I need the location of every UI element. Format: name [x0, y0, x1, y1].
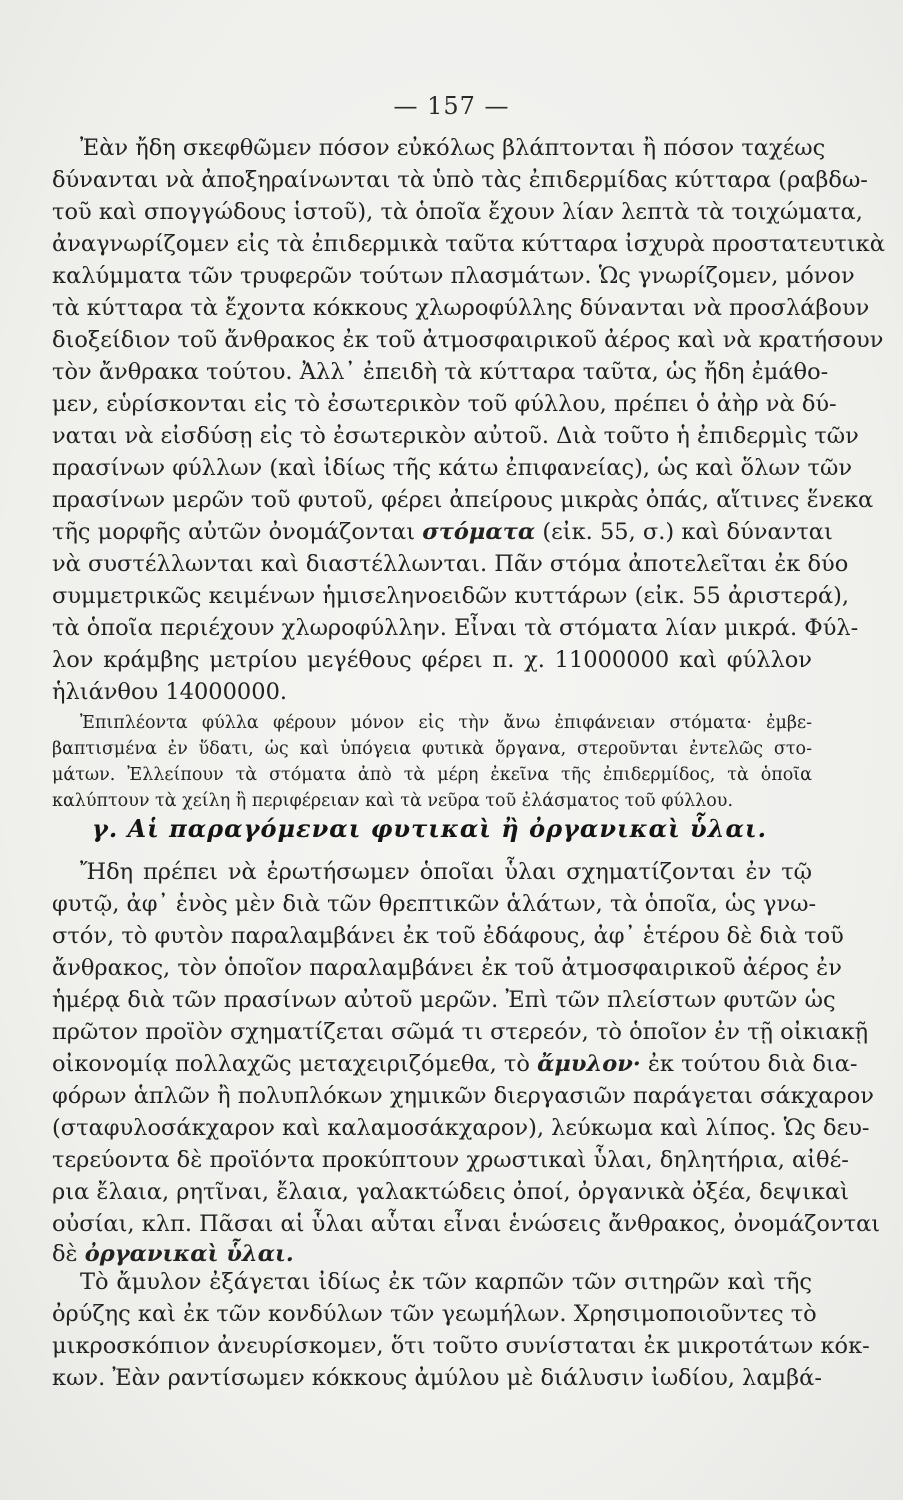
text-line: ρια ἔλαια, ρητῖναι, ἔλαια, γαλακτώδεις ὀποί, ὀργανικὰ ὀξέα, δεψικαὶ	[52, 1179, 849, 1205]
text-line: οὐσίαι, κλπ. Πᾶσαι αἱ ὗλαι αὗται εἶναι ἑνώσεις ἄνθρακος, ὀνομάζονται	[52, 1211, 881, 1237]
text-line: πρασίνων φύλλων (καὶ ἰδίως τῆς κάτω ἐπιφανείας), ὡς καὶ ὅλων τῶν	[52, 455, 853, 481]
text-line: ἄνθρακος, τὸν ὁποῖον παραλαμβάνει ἐκ τοῦ ἀτμοσφαιρικοῦ ἀέρος ἐν	[52, 955, 842, 981]
note-line: μάτων. Ἐλλείπουν τὰ στόματα ἀπὸ τὰ μέρη ἐκεῖνα τῆς ἐπιδερμίδος, τὰ ὁποῖα	[52, 765, 812, 785]
text-line: συμμετρικῶς κειμένων ἡμισεληνοειδῶν κυττάρων (εἰκ. 55 ἀριστερά),	[52, 583, 850, 609]
text-line: πρασίνων μερῶν τοῦ φυτοῦ, φέρει ἀπείρους μικρὰς ὀπάς, αἵτινες ἕνεκα	[52, 487, 874, 513]
text-line: μικροσκόπιον ἀνευρίσκομεν, ὅτι τοῦτο συνίσταται ἐκ μικροτάτων κόκ-	[52, 1333, 870, 1359]
text-line: πρῶτον προϊὸν σχηματίζεται σῶμά τι στερεόν, τὸ ὁποῖον ἐν τῇ οἰκιακῇ	[52, 1019, 869, 1045]
text-line: νὰ συστέλλωνται καὶ διαστέλλωνται. Πᾶν στόμα ἀποτελεῖται ἐκ δύο	[52, 551, 849, 577]
note-line: βαπτισμένα ἐν ὕδατι, ὡς καὶ ὑπόγεια φυτικὰ ὄργανα, στεροῦνται ἐντελῶς στο-	[52, 739, 812, 759]
text-line: ὀρύζης καὶ ἐκ τῶν κονδύλων τῶν γεωμήλων. Χρησιμοποιοῦντες τὸ	[52, 1301, 817, 1327]
text-line: διοξείδιον τοῦ ἄνθρακος ἐκ τοῦ ἀτμοσφαιρικοῦ ἀέρος καὶ νὰ κρατήσουν	[52, 327, 884, 353]
term-amylon: ἄμυλον·	[537, 1051, 641, 1077]
text-run: (εἰκ. 55, σ.) καὶ δύνανται	[535, 519, 833, 545]
text-run: ἐκ τούτου διὰ δια-	[640, 1051, 858, 1077]
text-line: φόρων ἁπλῶν ἢ πολυπλόκων χημικῶν διεργασιῶν παράγεται σάκχαρον	[52, 1083, 874, 1109]
text-line: δύνανται νὰ ἀποξηραίνωνται τὰ ὑπὸ τὰς ἐπιδερμίδας κύτταρα (ραβδω-	[52, 167, 868, 193]
text-run: δὲ	[52, 1241, 85, 1267]
text-line: Ἤδη πρέπει νὰ ἐρωτήσωμεν ὁποῖαι ὗλαι σχηματίζονται ἐν τῷ	[80, 859, 812, 885]
note-line: καλύπτουν τὰ χείλη ἢ περιφέρειαν καὶ τὰ νεῦρα τοῦ ἐλάσματος τοῦ φύλλου.	[52, 791, 734, 811]
text-line: Ἐὰν ἤδη σκεφθῶμεν πόσον εὐκόλως βλάπτονται ἢ πόσον ταχέως	[80, 135, 826, 161]
text-line: φυτῷ, ἀφ᾽ ἑνὸς μὲν διὰ τῶν θρεπτικῶν ἁλάτων, τὰ ὁποῖα, ὡς γνω-	[52, 891, 817, 917]
text-line: στόν, τὸ φυτὸν παραλαμβάνει ἐκ τοῦ ἐδάφους, ἀφ᾽ ἑτέρου δὲ διὰ τοῦ	[52, 923, 844, 949]
text-line: τὸν ἄνθρακα τούτου. Ἀλλ᾽ ἐπειδὴ τὰ κύτταρα ταῦτα, ὡς ἤδη ἐμάθο-	[52, 359, 829, 385]
section-heading: γ. Αἱ παραγόμεναι φυτικαὶ ἢ ὀργανικαὶ ὗλαι.	[92, 814, 767, 843]
page-number: — 157 —	[393, 92, 510, 120]
text-line: ναται νὰ εἰσδύσῃ εἰς τὸ ἐσωτερικὸν αὐτοῦ. Διὰ τοῦτο ἡ ἐπιδερμὶς τῶν	[52, 423, 859, 449]
text-line: τὰ ὁποῖα περιέχουν χλωροφύλλην. Εἶναι τὰ στόματα λίαν μικρά. Φύλ-	[52, 615, 859, 641]
text-line: Τὸ ἄμυλον ἐξάγεται ἰδίως ἐκ τῶν καρπῶν τῶν σιτηρῶν καὶ τῆς	[80, 1269, 812, 1295]
text-line: τερεύοντα δὲ προϊόντα προκύπτουν χρωστικαὶ ὗλαι, δηλητήρια, αἰθέ-	[52, 1147, 849, 1173]
text-line: μεν, εὑρίσκονται εἰς τὸ ἐσωτερικὸν τοῦ φύλλου, πρέπει ὁ ἀὴρ νὰ δύ-	[52, 391, 837, 417]
text-line: λον κράμβης μετρίου μεγέθους φέρει π. χ. 11000000 καὶ φύλλον	[52, 647, 812, 673]
text-line	[52, 1048, 858, 1080]
text-line: τὰ κύτταρα τὰ ἔχοντα κόκκους χλωροφύλλης δύνανται νὰ προσλάβουν	[52, 295, 870, 321]
text-line: (σταφυλοσάκχαρον καὶ καλαμοσάκχαρον), λεύκωμα καὶ λίπος. Ὡς δευ-	[52, 1115, 870, 1141]
text-line: ἡμέρᾳ διὰ τῶν πρασίνων αὐτοῦ μερῶν. Ἐπὶ τῶν πλείστων φυτῶν ὡς	[52, 987, 836, 1013]
text-run: τῆς μορφῆς αὐτῶν ὀνομάζονται	[52, 519, 423, 545]
text-line: κων. Ἐὰν ραντίσωμεν κόκκους ἀμύλου μὲ διάλυσιν ἰωδίου, λαμβά-	[52, 1365, 822, 1391]
term-organic-matter: ὀργανικαὶ ὗλαι.	[84, 1241, 294, 1267]
text-line: τοῦ καὶ σπογγώδους ἱστοῦ), τὰ ὁποῖα ἔχουν λίαν λεπτὰ τὰ τοιχώματα,	[52, 199, 863, 225]
text-line	[52, 516, 833, 548]
text-line: καλύμματα τῶν τρυφερῶν τούτων πλασμάτων. Ὡς γνωρίζομεν, μόνον	[52, 263, 855, 289]
term-stomata: στόματα	[422, 519, 536, 545]
text-run: οἰκονομίᾳ πολλαχῶς μεταχειριζόμεθα, τὸ	[52, 1051, 538, 1077]
text-line: ἀναγνωρίζομεν εἰς τὰ ἐπιδερμικὰ ταῦτα κύτταρα ἰσχυρὰ προστατευτικὰ	[52, 231, 885, 257]
text-line: ἡλιάνθου 14000000.	[52, 679, 288, 705]
note-line: Ἐπιπλέοντα φύλλα φέρουν μόνον εἰς τὴν ἄνω ἐπιφάνειαν στόματα· ἐμβε-	[80, 713, 812, 733]
